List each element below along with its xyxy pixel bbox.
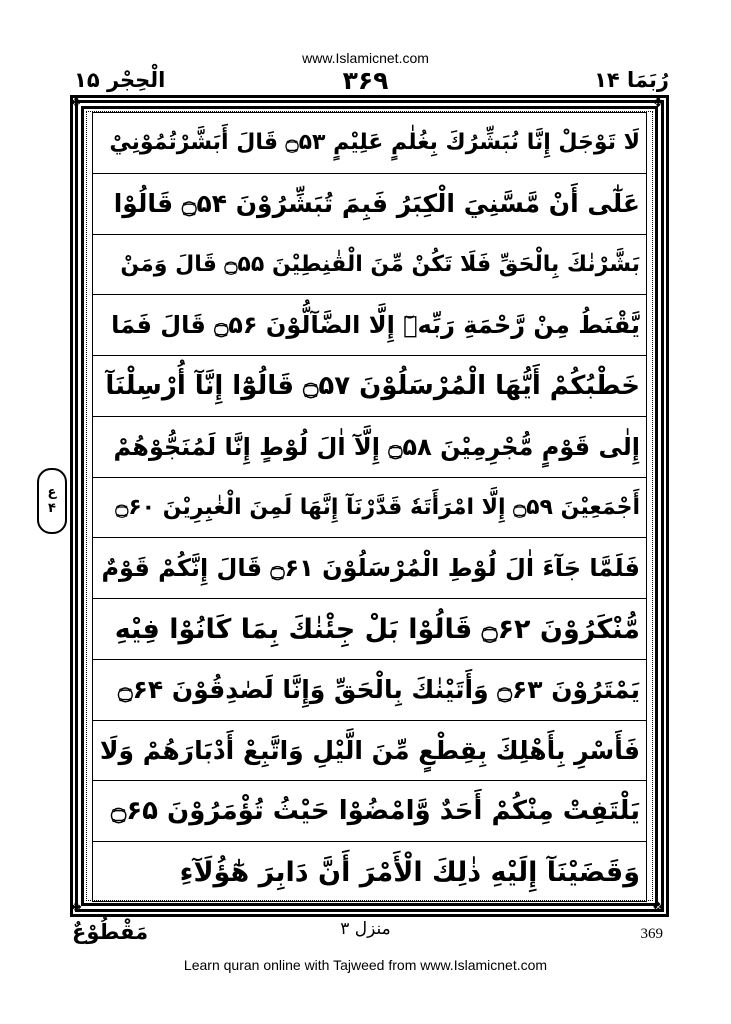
line-text: لَا تَوْجَلْ إِنَّا نُبَشِّرُكَ بِغُلٰمٍ عَلِيْمٍ ۝۵۳ قَالَ أَبَشَّرْتُمُوْنِيْ (109, 130, 640, 156)
site-url[interactable]: www.Islamicnet.com (302, 50, 429, 66)
line-text: بَشَّرْنٰكَ بِالْحَقِّ فَلَا تَكُنْ مِّنَ الْقٰنِطِيْنَ ۝۵۵ قَالَ وَمَنْ (120, 251, 640, 277)
text-line (93, 113, 646, 174)
text-line (93, 295, 646, 356)
corner-ornament-icon: ❖ (652, 95, 665, 111)
juz-name-header: رُبَمَا ۱۴ (594, 68, 669, 92)
page-number-arabic: ۳۶۹ (342, 66, 389, 95)
ruku-number: ۴ (48, 501, 56, 516)
maqtu-footer-label: مَقْطُوْعٌ (72, 920, 149, 944)
line-text: يَّقْنَطُ مِنْ رَّحْمَةِ رَبِّهٖٓ إِلَّا الضَّآلُّوْنَ ۝۵۶ قَالَ فَمَا (111, 311, 640, 340)
text-line (93, 417, 646, 478)
text-line (93, 842, 646, 903)
promo-footer-text[interactable]: Learn quran online with Tajweed from www.Islamicnet.com (183, 957, 548, 973)
corner-ornament-icon: ❖ (652, 900, 665, 916)
text-line (93, 478, 646, 539)
line-text: فَلَمَّا جَآءَ اٰلَ لُوْطِ الْمُرْسَلُوْنَ ۝۶۱ قَالَ إِنَّكُمْ قَوْمٌ (101, 554, 640, 583)
ruku-letter: ع (47, 485, 57, 500)
line-text: إِلٰى قَوْمٍ مُّجْرِمِيْنَ ۝۵۸ إِلَّآ اٰلَ لُوْطٍ إِنَّا لَمُنَجُّوْهُمْ (113, 432, 640, 461)
corner-ornament-icon: ❖ (70, 95, 83, 111)
line-text: خَطْبُكُمْ أَيُّهَا الْمُرْسَلُوْنَ ۝۵۷ قَالُوْٓا إِنَّآ أُرْسِلْنَآ (105, 370, 640, 401)
page-number-footer: 369 (640, 926, 663, 942)
text-line (93, 235, 646, 296)
line-text: يَمْتَرُوْنَ ۝۶۳ وَأَتَيْنٰكَ بِالْحَقِّ وَإِنَّا لَصٰدِقُوْنَ ۝۶۴ (118, 675, 640, 705)
quran-text-area (92, 112, 647, 902)
line-text: عَلٰٓى أَنْ مَّسَّنِيَ الْكِبَرُ فَبِمَ تُبَشِّرُوْنَ ۝۵۴ قَالُوْا (113, 189, 640, 219)
text-line (93, 538, 646, 599)
line-text: وَقَضَيْنَآ إِلَيْهِ ذٰلِكَ الْأَمْرَ أَنَّ دَابِرَ هٰٓؤُلَآءِ (179, 857, 640, 889)
corner-ornament-icon: ❖ (70, 900, 83, 916)
surah-name-header: الْحِجْر ۱۵ (74, 68, 166, 92)
ruku-marker (37, 468, 67, 534)
text-line (93, 174, 646, 235)
line-text: يَلْتَفِتْ مِنْكُمْ أَحَدٌ وَّامْضُوْا حَيْثُ تُؤْمَرُوْنَ ۝۶۵ (111, 796, 640, 827)
line-text: مُّنْكَرُوْنَ ۝۶۲ قَالُوْا بَلْ جِئْنٰكَ بِمَا كَانُوْا فِيْهِ (114, 613, 640, 645)
line-text: أَجْمَعِيْنَ ۝۵۹ إِلَّا امْرَأَتَهٗ قَدَّرْنَآ إِنَّهَا لَمِنَ الْغٰبِرِيْنَ ۝۶۰ (115, 494, 640, 520)
text-line (93, 721, 646, 782)
line-text: فَأَسْرِ بِأَهْلِكَ بِقِطْعٍ مِّنَ الَّيْلِ وَاتَّبِعْ أَدْبَارَهُمْ وَلَا (99, 736, 640, 766)
text-line (93, 660, 646, 721)
text-line (93, 356, 646, 417)
manzil-footer-label: منزل ۳ (340, 919, 391, 939)
text-line (93, 781, 646, 842)
text-line (93, 599, 646, 660)
